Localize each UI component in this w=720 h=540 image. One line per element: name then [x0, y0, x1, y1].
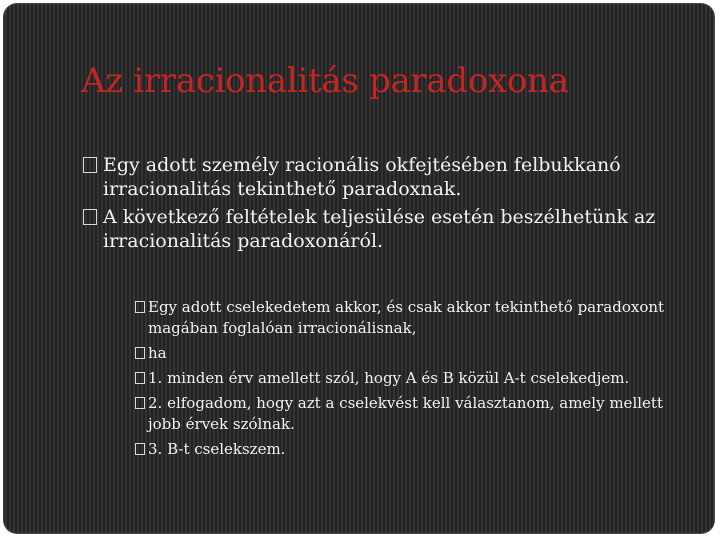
box-bullet-icon [83, 157, 97, 173]
sub-bullet-list [135, 297, 675, 464]
sub-bullet-item [135, 393, 675, 435]
sub-bullet-text: 3. B-t cselekszem. [148, 440, 286, 458]
sub-bullet-text: ha [148, 344, 167, 362]
slide [3, 3, 715, 534]
box-bullet-icon [135, 301, 145, 313]
box-bullet-icon [135, 397, 145, 409]
main-bullet-list [83, 153, 683, 257]
sub-bullet-text: Egy adott cselekedetem akkor, és csak akkor tekinthető paradoxont magában foglalóan irracionálisnak, [148, 298, 665, 337]
bullet-item [83, 153, 683, 201]
box-bullet-icon [135, 347, 145, 359]
box-bullet-icon [83, 209, 97, 225]
sub-bullet-item [135, 343, 675, 364]
sub-bullet-item [135, 368, 675, 389]
slide-title: Az irracionalitás paradoxona [81, 61, 569, 101]
box-bullet-icon [135, 443, 145, 455]
bullet-text: A következő feltételek teljesülése esetén beszélhetünk az irracionalitás paradoxonáról. [103, 206, 656, 252]
sub-bullet-text: 1. minden érv amellett szól, hogy A és B közül A-t cselekedjem. [148, 369, 630, 387]
sub-bullet-item [135, 439, 675, 460]
bullet-item [83, 205, 683, 253]
bullet-text: Egy adott személy racionális okfejtésében felbukkanó irracionalitás tekinthető paradoxnak. [103, 154, 621, 200]
box-bullet-icon [135, 372, 145, 384]
sub-bullet-item [135, 297, 675, 339]
sub-bullet-text: 2. elfogadom, hogy azt a cselekvést kell választanom, amely mellett jobb érvek szólnak. [148, 394, 663, 433]
